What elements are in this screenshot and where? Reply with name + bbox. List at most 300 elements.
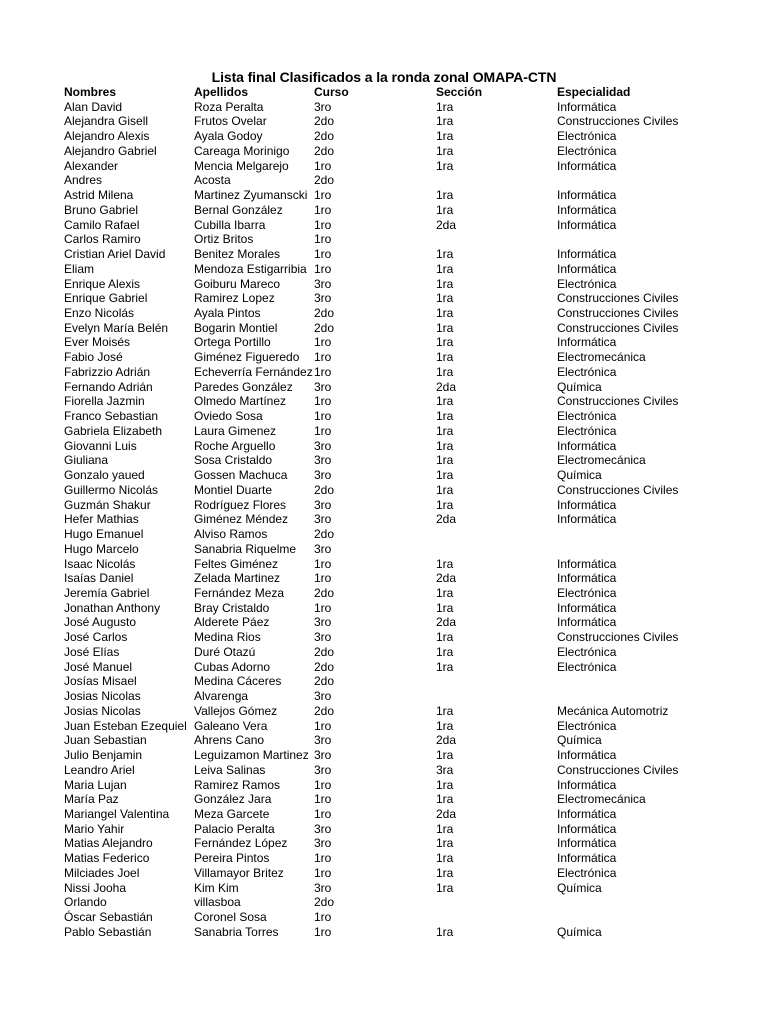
cell-especialidad: Construcciones Civiles	[557, 306, 679, 321]
table-row	[64, 763, 717, 778]
cell-apellido: Ramirez Ramos	[194, 777, 281, 792]
cell-especialidad: Construcciones Civiles	[557, 762, 679, 777]
table-row	[64, 881, 717, 896]
cell-seccion: 1ra	[436, 659, 454, 674]
cell-especialidad	[557, 527, 717, 542]
cell-curso: 3ro	[314, 762, 332, 777]
cell-curso: 3ro	[314, 733, 332, 748]
cell-apellido: Ayala Pintos	[194, 306, 261, 321]
cell-seccion	[436, 542, 557, 557]
cell-apellido: Ayala Godoy	[194, 129, 263, 144]
header-seccion: Sección	[436, 85, 483, 99]
cell-curso: 2do	[314, 644, 335, 659]
cell-seccion: 1ra	[436, 865, 454, 880]
cell-seccion	[436, 895, 557, 910]
cell-apellido: Pereira Pintos	[194, 851, 270, 866]
cell-seccion: 1ra	[436, 880, 454, 895]
cell-curso: 1ro	[314, 394, 332, 409]
table-row	[64, 365, 717, 380]
cell-especialidad: Electrónica	[557, 644, 617, 659]
cell-apellido: Cubilla Ibarra	[194, 217, 266, 232]
cell-nombre: Andres	[64, 173, 103, 188]
cell-nombre: Astrid Milena	[64, 188, 134, 203]
cell-apellido: Laura Gimenez	[194, 423, 277, 438]
cell-curso: 3ro	[314, 276, 332, 291]
cell-apellido: Roza Peralta	[194, 99, 264, 114]
header-especialidad: Especialidad	[557, 85, 631, 99]
cell-apellido: Vallejos Gómez	[194, 703, 278, 718]
table-row	[64, 778, 717, 793]
cell-curso: 1ro	[314, 851, 332, 866]
cell-especialidad: Electrónica	[557, 865, 617, 880]
table-header-row	[64, 85, 717, 100]
cell-curso: 2do	[314, 659, 335, 674]
cell-seccion: 1ra	[436, 335, 454, 350]
table-row	[64, 674, 717, 689]
table-row	[64, 114, 717, 129]
table-row	[64, 851, 717, 866]
cell-curso: 3ro	[314, 99, 332, 114]
cell-nombre: Eliam	[64, 261, 95, 276]
cell-seccion: 1ra	[436, 409, 454, 424]
cell-especialidad: Electrónica	[557, 585, 617, 600]
cell-nombre: Jonathan Anthony	[64, 600, 161, 615]
cell-seccion	[436, 689, 557, 704]
cell-apellido: Medina Rios	[194, 630, 261, 645]
cell-seccion: 1ra	[436, 129, 454, 144]
cell-especialidad: Informática	[557, 615, 617, 630]
table-row	[64, 660, 717, 675]
table-row	[64, 439, 717, 454]
cell-apellido: Oviedo Sosa	[194, 409, 263, 424]
cell-nombre: Bruno Gabriel	[64, 202, 139, 217]
table-row	[64, 468, 717, 483]
table-row	[64, 262, 717, 277]
cell-seccion: 1ra	[436, 114, 454, 129]
cell-apellido: Mencia Melgarejo	[194, 158, 289, 173]
cell-seccion: 1ra	[436, 394, 454, 409]
cell-seccion: 1ra	[436, 468, 454, 483]
cell-seccion: 2da	[436, 733, 457, 748]
cell-curso: 1ro	[314, 571, 332, 586]
cell-curso: 1ro	[314, 261, 332, 276]
cell-curso: 3ro	[314, 468, 332, 483]
table-row	[64, 291, 717, 306]
cell-nombre: Giuliana	[64, 453, 109, 468]
cell-seccion: 1ra	[436, 556, 454, 571]
cell-apellido: González Jara	[194, 792, 272, 807]
table-row	[64, 910, 717, 925]
cell-nombre: Mariangel Valentina	[64, 806, 170, 821]
cell-seccion: 2da	[436, 571, 457, 586]
table-row	[64, 498, 717, 513]
cell-nombre: Fernando Adrián	[64, 379, 153, 394]
cell-seccion: 1ra	[436, 703, 454, 718]
cell-seccion: 1ra	[436, 924, 454, 939]
cell-curso: 3ro	[314, 880, 332, 895]
cell-curso: 2do	[314, 895, 335, 910]
table-row	[64, 822, 717, 837]
cell-apellido: Paredes González	[194, 379, 293, 394]
cell-seccion: 1ra	[436, 851, 454, 866]
cell-nombre: Ever Moisés	[64, 335, 131, 350]
table-row	[64, 203, 717, 218]
cell-seccion: 1ra	[436, 261, 454, 276]
cell-nombre: Isaac Nicolás	[64, 556, 136, 571]
cell-curso: 2do	[314, 173, 335, 188]
cell-curso: 1ro	[314, 806, 332, 821]
cell-apellido: Giménez Méndez	[194, 512, 289, 527]
cell-apellido: Goiburu Mareco	[194, 276, 281, 291]
cell-nombre: Hefer Mathias	[64, 512, 139, 527]
cell-especialidad	[557, 689, 717, 704]
cell-apellido: Meza Garcete	[194, 806, 270, 821]
cell-apellido: Kim Kim	[194, 880, 239, 895]
cell-apellido: Frutos Ovelar	[194, 114, 267, 129]
cell-especialidad: Electrónica	[557, 659, 617, 674]
table-row	[64, 557, 717, 572]
cell-especialidad: Informática	[557, 188, 617, 203]
cell-nombre: Gonzalo yaued	[64, 468, 145, 483]
cell-especialidad: Informática	[557, 261, 617, 276]
table-row	[64, 350, 717, 365]
cell-especialidad: Informática	[557, 247, 617, 262]
cell-especialidad: Informática	[557, 438, 617, 453]
cell-nombre: Hugo Marcelo	[64, 541, 139, 556]
cell-especialidad: Informática	[557, 217, 617, 232]
cell-curso: 1ro	[314, 232, 332, 247]
cell-seccion: 1ra	[436, 497, 454, 512]
header-apellidos: Apellidos	[194, 85, 249, 99]
cell-apellido: Fernández López	[194, 836, 288, 851]
cell-seccion: 1ra	[436, 350, 454, 365]
cell-seccion: 1ra	[436, 836, 454, 851]
table-row	[64, 394, 717, 409]
cell-apellido: Olmedo Martínez	[194, 394, 287, 409]
cell-apellido: Sanabria Torres	[194, 924, 279, 939]
table-row	[64, 277, 717, 292]
cell-nombre: Hugo Emanuel	[64, 527, 144, 542]
cell-nombre: Matias Federico	[64, 851, 150, 866]
cell-seccion	[436, 674, 557, 689]
cell-especialidad	[557, 232, 717, 247]
cell-especialidad: Química	[557, 880, 602, 895]
cell-nombre: Giovanni Luis	[64, 438, 137, 453]
cell-especialidad: Informática	[557, 851, 617, 866]
cell-especialidad: Electromecánica	[557, 792, 646, 807]
cell-curso: 3ro	[314, 379, 332, 394]
cell-seccion	[436, 173, 557, 188]
cell-curso: 1ro	[314, 556, 332, 571]
table-row	[64, 159, 717, 174]
cell-seccion: 2da	[436, 379, 457, 394]
cell-curso: 1ro	[314, 364, 332, 379]
cell-seccion: 3ra	[436, 762, 454, 777]
cell-curso: 1ro	[314, 202, 332, 217]
cell-nombre: Mario Yahir	[64, 821, 125, 836]
cell-especialidad: Informática	[557, 202, 617, 217]
cell-nombre: Fabio José	[64, 350, 123, 365]
cell-especialidad: Construcciones Civiles	[557, 482, 679, 497]
cell-seccion: 1ra	[436, 188, 454, 203]
cell-seccion: 1ra	[436, 600, 454, 615]
cell-apellido: Acosta	[194, 173, 231, 188]
table-row	[64, 306, 717, 321]
cell-nombre: Pablo Sebastián	[64, 924, 152, 939]
cell-curso: 1ro	[314, 777, 332, 792]
cell-apellido: villasboa	[194, 895, 241, 910]
cell-seccion: 1ra	[436, 202, 454, 217]
cell-seccion	[436, 910, 557, 925]
cell-curso: 2do	[314, 114, 335, 129]
cell-seccion: 1ra	[436, 748, 454, 763]
cell-especialidad: Informática	[557, 571, 617, 586]
cell-especialidad: Electrónica	[557, 423, 617, 438]
cell-nombre: Milciades Joel	[64, 865, 140, 880]
table-row	[64, 615, 717, 630]
cell-apellido: Palacio Peralta	[194, 821, 275, 836]
cell-curso: 2do	[314, 143, 335, 158]
cell-curso: 2do	[314, 482, 335, 497]
document-title: Lista final Clasificados a la ronda zonal OMAPA-CTN	[211, 69, 557, 85]
cell-curso: 1ro	[314, 792, 332, 807]
cell-seccion: 1ra	[436, 630, 454, 645]
cell-apellido: Duré Otazú	[194, 644, 256, 659]
table-row	[64, 866, 717, 881]
cell-seccion: 1ra	[436, 306, 454, 321]
cell-curso: 1ro	[314, 409, 332, 424]
cell-seccion: 1ra	[436, 482, 454, 497]
cell-nombre: Orlando	[64, 895, 107, 910]
cell-curso: 2do	[314, 306, 335, 321]
cell-nombre: Josias Nicolas	[64, 689, 141, 704]
cell-nombre: José Carlos	[64, 630, 128, 645]
cell-curso: 3ro	[314, 821, 332, 836]
cell-especialidad: Informática	[557, 821, 617, 836]
cell-especialidad	[557, 895, 717, 910]
cell-apellido: Careaga Morinigo	[194, 143, 290, 158]
cell-especialidad: Mecánica Automotriz	[557, 703, 669, 718]
cell-curso: 3ro	[314, 453, 332, 468]
cell-curso: 3ro	[314, 438, 332, 453]
table-row	[64, 424, 717, 439]
cell-apellido: Zelada Martinez	[194, 571, 281, 586]
cell-apellido: Ortega Portillo	[194, 335, 271, 350]
table-row	[64, 689, 717, 704]
cell-seccion	[436, 232, 557, 247]
table-row	[64, 704, 717, 719]
cell-apellido: Coronel Sosa	[194, 910, 267, 925]
cell-nombre: Guzmán Shakur	[64, 497, 151, 512]
cell-curso: 1ro	[314, 910, 332, 925]
cell-curso: 3ro	[314, 748, 332, 763]
cell-nombre: Alejandro Gabriel	[64, 143, 157, 158]
cell-nombre: Enzo Nicolás	[64, 306, 135, 321]
table-row	[64, 836, 717, 851]
cell-nombre: Alejandra Gisell	[64, 114, 149, 129]
cell-seccion: 2da	[436, 512, 457, 527]
cell-nombre: Evelyn María Belén	[64, 320, 169, 335]
cell-nombre: María Paz	[64, 792, 119, 807]
table-row	[64, 925, 717, 940]
cell-especialidad: Electrónica	[557, 143, 617, 158]
classified-list-table	[64, 85, 717, 940]
cell-nombre: Alan David	[64, 99, 123, 114]
cell-especialidad: Informática	[557, 806, 617, 821]
cell-seccion: 1ra	[436, 291, 454, 306]
cell-nombre: Enrique Alexis	[64, 276, 141, 291]
cell-seccion: 1ra	[436, 644, 454, 659]
cell-seccion: 1ra	[436, 777, 454, 792]
cell-nombre: José Elías	[64, 644, 120, 659]
cell-especialidad: Química	[557, 733, 602, 748]
table-row	[64, 321, 717, 336]
cell-nombre: Gabriela Elizabeth	[64, 423, 163, 438]
cell-curso: 1ro	[314, 718, 332, 733]
cell-nombre: Enrique Gabriel	[64, 291, 148, 306]
cell-especialidad: Electrónica	[557, 364, 617, 379]
cell-apellido: Alviso Ramos	[194, 527, 268, 542]
cell-especialidad: Electrónica	[557, 409, 617, 424]
cell-seccion: 1ra	[436, 99, 454, 114]
table-row	[64, 792, 717, 807]
cell-especialidad: Electromecánica	[557, 453, 646, 468]
cell-apellido: Roche Arguello	[194, 438, 276, 453]
cell-especialidad: Química	[557, 379, 602, 394]
table-row	[64, 630, 717, 645]
cell-curso: 3ro	[314, 689, 332, 704]
cell-especialidad: Electrónica	[557, 129, 617, 144]
cell-especialidad: Electrónica	[557, 718, 617, 733]
cell-apellido: Bernal González	[194, 202, 283, 217]
cell-apellido: Martinez Zyumanscki	[194, 188, 308, 203]
table-row	[64, 733, 717, 748]
cell-nombre: Matias Alejandro	[64, 836, 153, 851]
table-row	[64, 512, 717, 527]
cell-apellido: Rodríguez Flores	[194, 497, 287, 512]
cell-curso: 3ro	[314, 630, 332, 645]
cell-curso: 1ro	[314, 335, 332, 350]
cell-seccion	[436, 527, 557, 542]
cell-nombre: Leandro Ariel	[64, 762, 135, 777]
cell-especialidad: Informática	[557, 748, 617, 763]
table-row	[64, 645, 717, 660]
table-row	[64, 527, 717, 542]
cell-nombre: Alejandro Alexis	[64, 129, 150, 144]
table-row	[64, 100, 717, 115]
cell-curso: 1ro	[314, 865, 332, 880]
cell-especialidad: Construcciones Civiles	[557, 320, 679, 335]
cell-curso: 2do	[314, 703, 335, 718]
cell-apellido: Gossen Machuca	[194, 468, 288, 483]
cell-especialidad	[557, 542, 717, 557]
cell-curso: 1ro	[314, 217, 332, 232]
table-row	[64, 807, 717, 822]
cell-curso: 3ro	[314, 497, 332, 512]
cell-curso: 2do	[314, 674, 335, 689]
table-row	[64, 409, 717, 424]
cell-especialidad: Informática	[557, 512, 617, 527]
cell-nombre: José Augusto	[64, 615, 137, 630]
cell-apellido: Feltes Giménez	[194, 556, 279, 571]
cell-seccion: 2da	[436, 615, 457, 630]
table-row	[64, 895, 717, 910]
cell-apellido: Leiva Salinas	[194, 762, 266, 777]
cell-nombre: Cristian Ariel David	[64, 247, 166, 262]
cell-seccion: 1ra	[436, 158, 454, 173]
cell-apellido: Villamayor Britez	[194, 865, 284, 880]
table-row	[64, 380, 717, 395]
cell-curso: 3ro	[314, 541, 332, 556]
cell-seccion: 1ra	[436, 423, 454, 438]
table-row	[64, 173, 717, 188]
cell-nombre: Camilo Rafael	[64, 217, 140, 232]
cell-nombre: Guillermo Nicolás	[64, 482, 159, 497]
cell-nombre: Fiorella Jazmin	[64, 394, 145, 409]
cell-apellido: Bray Cristaldo	[194, 600, 270, 615]
cell-apellido: Bogarin Montiel	[194, 320, 278, 335]
cell-especialidad: Informática	[557, 556, 617, 571]
cell-curso: 3ro	[314, 512, 332, 527]
cell-nombre: Juan Esteban Ezequiel	[64, 718, 187, 733]
cell-apellido: Ramirez Lopez	[194, 291, 275, 306]
cell-apellido: Galeano Vera	[194, 718, 268, 733]
table-row	[64, 719, 717, 734]
table-row	[64, 218, 717, 233]
cell-especialidad: Informática	[557, 158, 617, 173]
cell-nombre: Josias Nicolas	[64, 703, 141, 718]
table-row	[64, 144, 717, 159]
cell-apellido: Leguizamon Martinez	[194, 748, 309, 763]
cell-apellido: Alderete Páez	[194, 615, 270, 630]
cell-apellido: Giménez Figueredo	[194, 350, 300, 365]
cell-nombre: Nissi Jooha	[64, 880, 127, 895]
table-row	[64, 571, 717, 586]
cell-curso: 1ro	[314, 924, 332, 939]
cell-seccion: 1ra	[436, 276, 454, 291]
table-row	[64, 748, 717, 763]
cell-especialidad: Informática	[557, 836, 617, 851]
cell-seccion: 1ra	[436, 718, 454, 733]
cell-apellido: Benitez Morales	[194, 247, 281, 262]
cell-nombre: Óscar Sebastián	[64, 910, 153, 925]
cell-seccion: 1ra	[436, 320, 454, 335]
cell-especialidad: Informática	[557, 600, 617, 615]
cell-apellido: Sanabria Riquelme	[194, 541, 297, 556]
cell-curso: 1ro	[314, 600, 332, 615]
table-row	[64, 188, 717, 203]
cell-curso: 1ro	[314, 423, 332, 438]
cell-nombre: Isaías Daniel	[64, 571, 134, 586]
table-row	[64, 129, 717, 144]
cell-apellido: Echeverría Fernández	[194, 364, 313, 379]
cell-apellido: Mendoza Estigarribia	[194, 261, 307, 276]
cell-apellido: Alvarenga	[194, 689, 249, 704]
cell-apellido: Montiel Duarte	[194, 482, 273, 497]
table-body	[64, 100, 717, 940]
cell-especialidad: Construcciones Civiles	[557, 630, 679, 645]
cell-seccion: 2da	[436, 217, 457, 232]
cell-especialidad	[557, 674, 717, 689]
cell-nombre: José Manuel	[64, 659, 133, 674]
cell-nombre: Juan Sebastian	[64, 733, 147, 748]
cell-seccion: 1ra	[436, 821, 454, 836]
cell-curso: 2do	[314, 320, 335, 335]
cell-curso: 3ro	[314, 836, 332, 851]
cell-especialidad: Informática	[557, 777, 617, 792]
cell-especialidad: Construcciones Civiles	[557, 394, 679, 409]
cell-seccion: 1ra	[436, 364, 454, 379]
